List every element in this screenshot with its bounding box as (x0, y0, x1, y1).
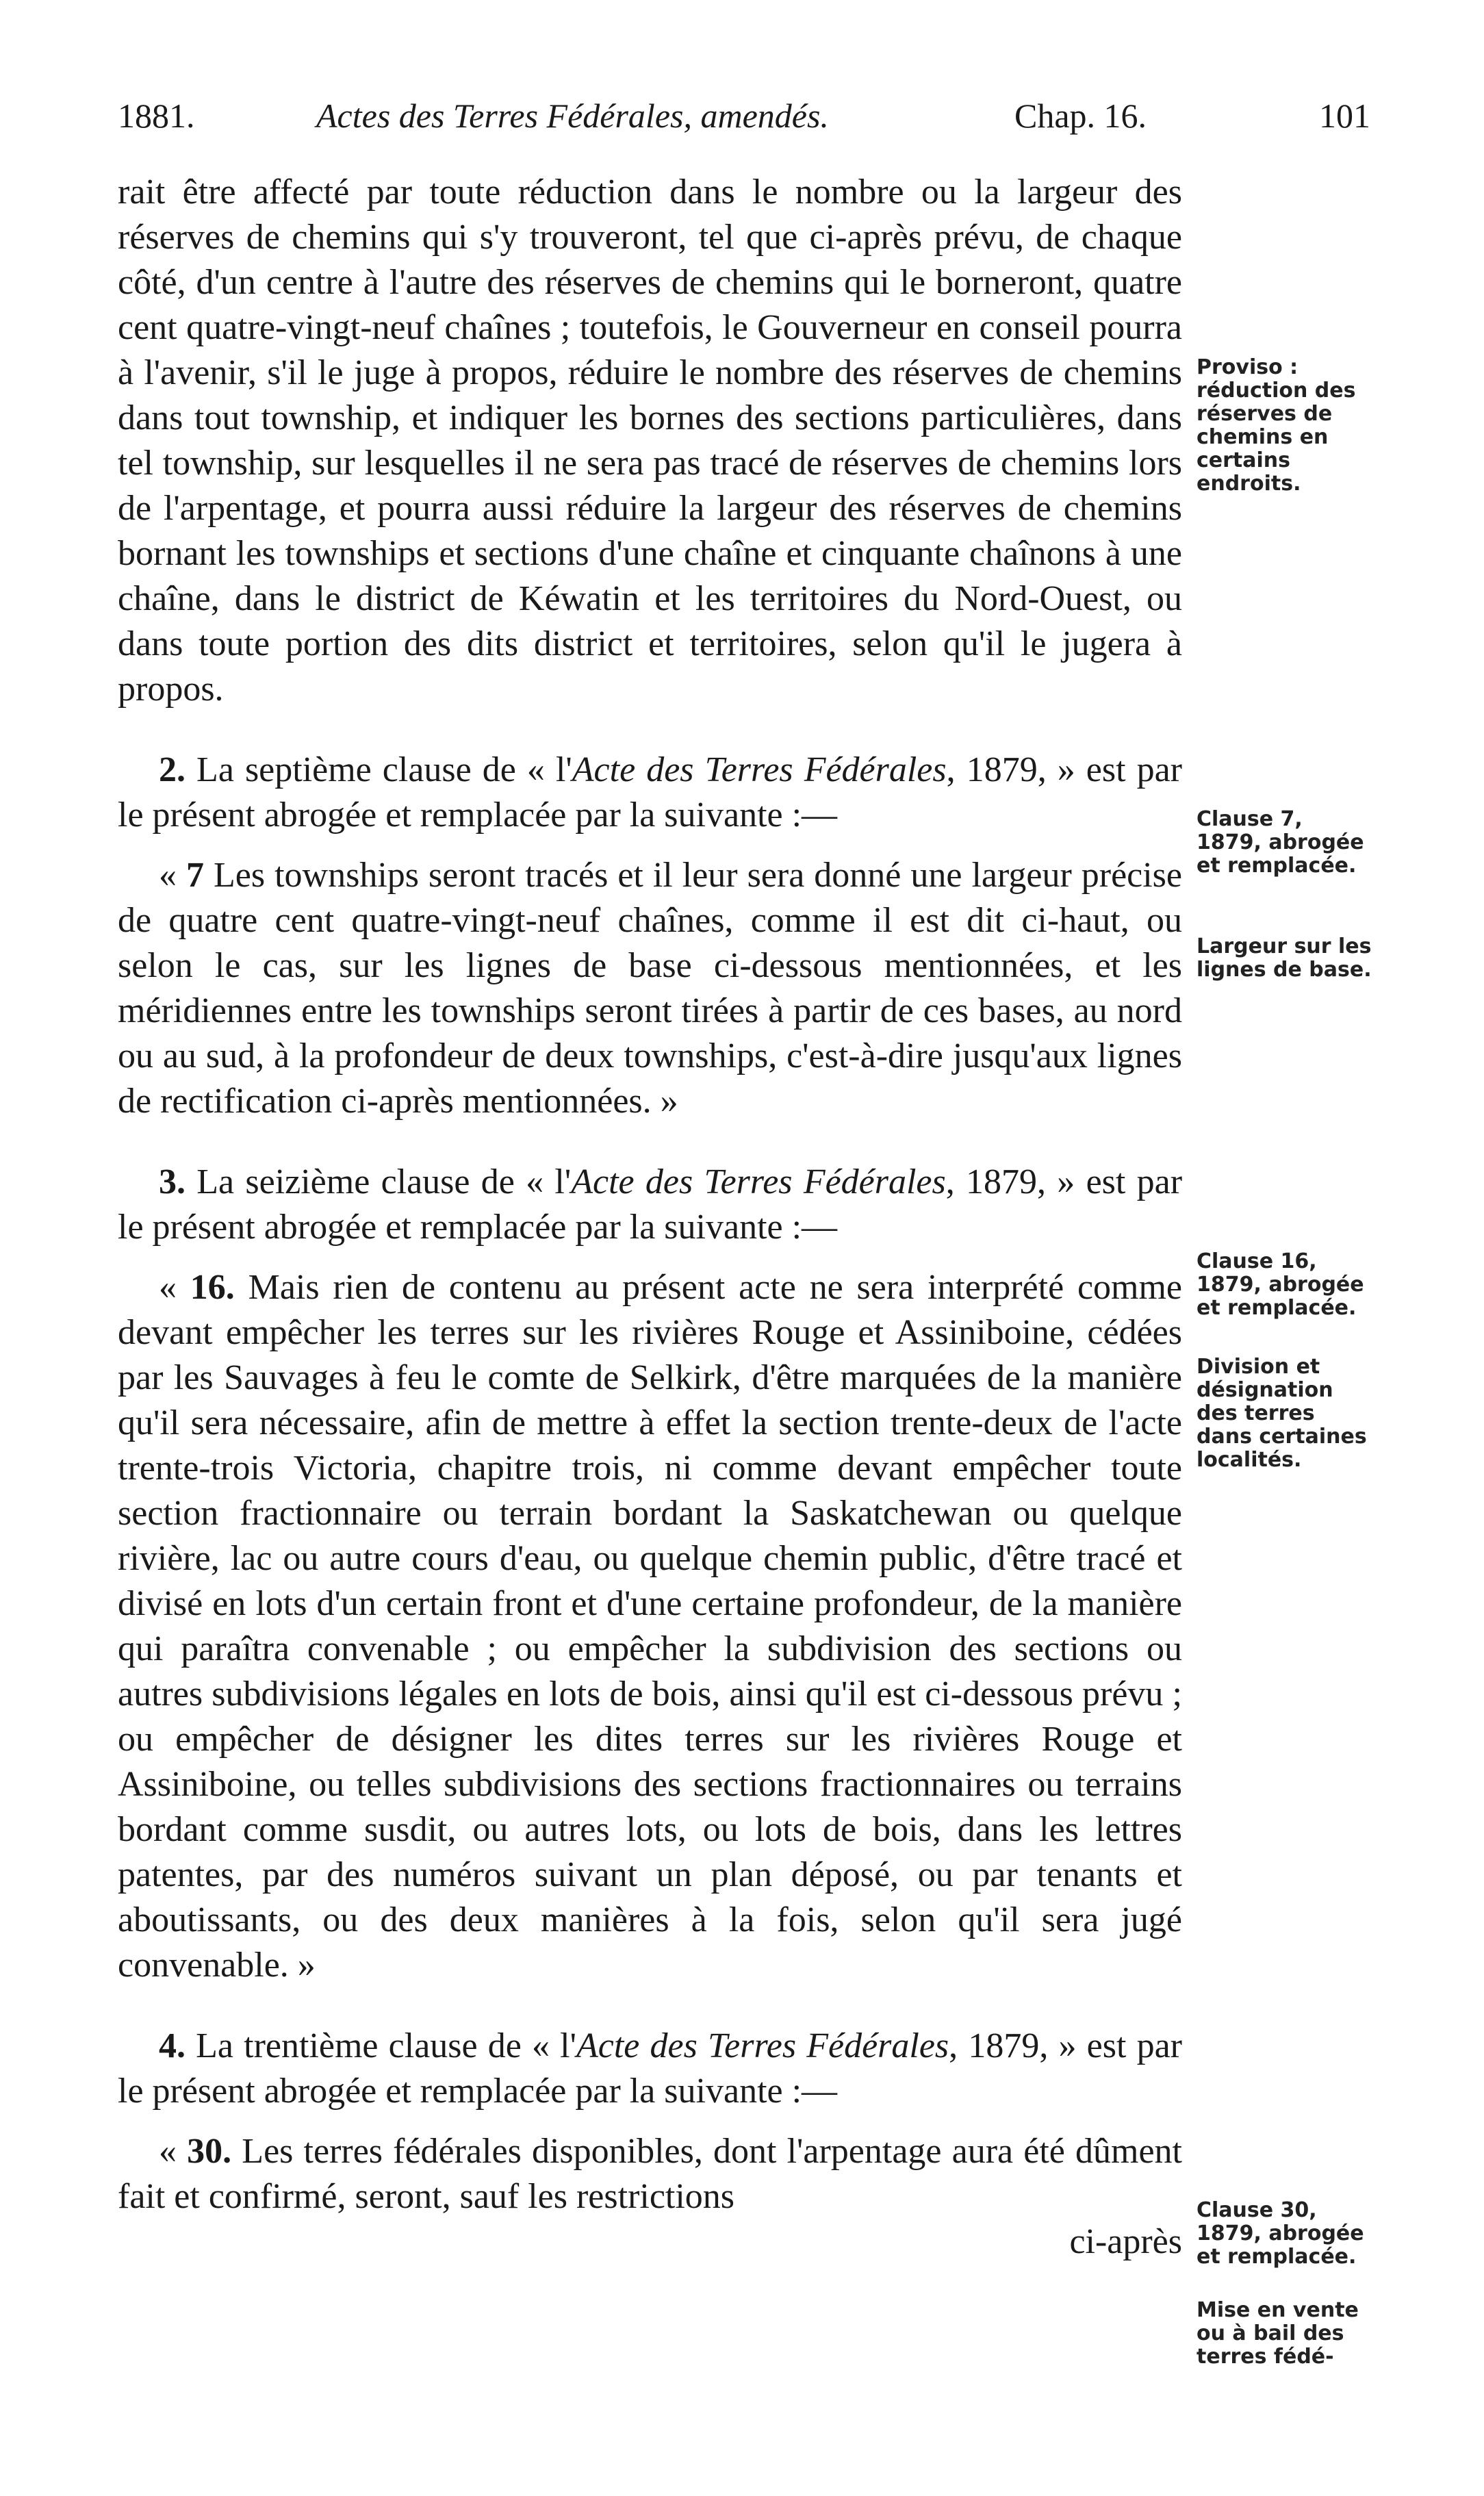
clause-16-body: Mais rien de contenu au présent acte ne sera interprété comme devant empêcher les terres sur les rivières Rouge et Assiniboine, cédées par les Sauvages à feu le comte de Selkirk, d'être marquées de la manière qu'il sera nécessaire, afin de mettre à effet la section trente-deux de l'acte trente-trois Victoria, chapitre trois, ni comme devant empêcher toute section fractionnaire ou terrain bordant la Saskatchewan ou quelque rivière, lac ou autre cours d'eau, ou quelque chemin public, d'être tracé et divisé en lots d'un certain front et d'une certaine profondeur, de la manière qui paraîtra convenable ; ou empêcher la subdivision des sections ou autres subdivisions légales en lots de bois, ainsi qu'il est ci-dessous prévu ; ou empêcher de désigner les dites terres sur les rivières Rouge et Assiniboine, ou telles subdivisions des sections fractionnaires ou terrains bordant comme susdit, ou autres lots, ou lots de bois, dans les lettres patentes, par des numéros suivant un plan déposé, ou par tenants et aboutissants, ou des deux manières à la fois, selon qu'il sera jugé convenable. » (118, 1268, 1182, 1985)
section-2-number: 2. (159, 750, 186, 789)
section-4-number: 4. (159, 2026, 186, 2065)
clause-30-body: Les terres fédérales disponibles, dont l'arpentage aura été dûment fait et confirmé, seront, sauf les restrictions (118, 2132, 1183, 2216)
margin-note-division: Division et désignation des terres dans certaines localités. (1197, 1355, 1367, 1472)
section-4-pre: La trentième clause de « l' (186, 2026, 576, 2065)
clause-7-number: 7 (186, 856, 204, 895)
clause-7-open: « (159, 856, 186, 895)
header-year: 1881. (118, 97, 195, 135)
catchword: ci-après (1069, 2222, 1182, 2261)
margin-note-proviso: Proviso : réduction des réserves de chemins en certains endroits. (1197, 355, 1356, 496)
margin-note-largeur: Largeur sur les lignes de base. (1197, 934, 1372, 982)
section-2-act: Acte des Terres Fédérales (572, 750, 947, 789)
section-3-act: Acte des Terres Fédérales (571, 1162, 946, 1201)
header-title: Actes des Terres Fédérales, amendés. (316, 97, 829, 135)
margin-note-clause-30: Clause 30, 1879, abrogée et remplacée. (1197, 2198, 1364, 2269)
header-chapter: Chap. 16. (1014, 97, 1147, 135)
section-3-number: 3. (159, 1162, 186, 1201)
clause-16-number: 16. (190, 1268, 235, 1307)
clause-30-number: 30. (187, 2132, 232, 2171)
section-2-post: , 1879, » est par le présent abrogée et remplacée par la suivante :— (118, 750, 1182, 835)
page-number: 101 (1319, 97, 1370, 135)
section-4-post: , 1879, » est par le présent abrogée et remplacée par la suivante :— (118, 2026, 1182, 2111)
clause-16-open: « (159, 1268, 190, 1307)
margin-note-mise-en-vente: Mise en vente ou à bail des terres fédé- (1197, 2298, 1359, 2369)
clause-30-open: « (159, 2132, 188, 2171)
clause-7-text (118, 853, 1182, 1124)
continued-paragraph: rait être affecté par toute réduction dans le nombre ou la largeur des réserves de chemins qui s'y trouveront, tel que ci-après prévu, de chaque côté, d'un centre à l'autre des réserves de chemins qui le borneront, quatre cent quatre-vingt-neuf chaînes ; toutefois, le Gouverneur en conseil pourra à l'avenir, s'il le juge à propos, réduire le nombre des réserves de chemins dans tout township, et indiquer les bornes des sections particulières, dans tel township, sur lesquelles il ne sera pas tracé de réserves de chemins lors de l'arpentage, et pourra aussi réduire la largeur des réserves de chemins bornant les townships et sections d'une chaîne et cinquante chaînons à une chaîne, dans le district de Kéwatin et les territoires du Nord-Ouest, ou dans toute portion des dits district et territoires, selon qu'il le jugera à propos. (118, 173, 1182, 709)
section-4-act: Acte des Terres Fédérales (576, 2026, 949, 2065)
section-4 (118, 2024, 1182, 2114)
section-2-pre: La septième clause de « l' (186, 750, 572, 789)
clause-16-text (118, 1265, 1182, 1988)
margin-note-clause-7: Clause 7, 1879, abrogée et remplacée. (1197, 807, 1364, 878)
section-3-pre: La seizième clause de « l' (186, 1162, 572, 1201)
section-3-post: , 1879, » est par le présent abrogée et remplacée par la suivante :— (118, 1162, 1183, 1247)
running-header (118, 92, 1370, 140)
margin-note-clause-16: Clause 16, 1879, abrogée et remplacée. (1197, 1249, 1364, 1320)
section-3 (118, 1160, 1182, 1250)
clause-7-body: Les townships seront tracés et il leur sera donné une largeur précise de quatre cent quatre-vingt-neuf chaînes, comme il est dit ci-haut, ou selon le cas, sur les lignes de base ci-dessous mentionnées, et les méridiennes entre les townships seront tirées à partir de ces bases, au nord ou au sud, à la profondeur de deux townships, c'est-à-dire jusqu'aux lignes de rectification ci-après mentionnées. » (118, 856, 1182, 1121)
clause-30-text (118, 2129, 1182, 2219)
section-2 (118, 748, 1182, 838)
main-text (118, 170, 1182, 2265)
